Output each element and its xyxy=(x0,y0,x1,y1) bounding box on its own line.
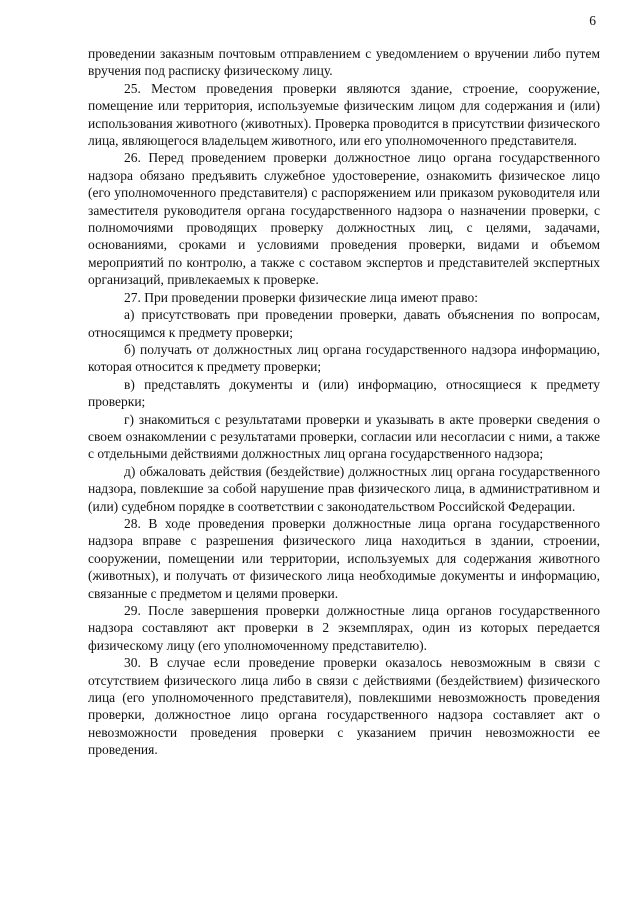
document-body xyxy=(88,45,600,759)
paragraph-27-g: г) знакомиться с результатами проверки и указывать в акте проверки сведения о своем ознакомлении с результатами проверки, согласии или несогласии с ними, а также с отдельными действиями должностных лиц органа государственного надзора; xyxy=(88,411,600,462)
paragraph-28: 28. В ходе проведения проверки должностные лица органа государственного надзора вправе с разрешения физического лица находиться в здании, строении, сооружении, помещении или территории, используемых для содержания животного (животных), и получать от физического лица необходимые документы и информацию, связанные с предметом и целями проверки. xyxy=(88,515,600,601)
page-number: 6 xyxy=(589,13,596,28)
paragraph-27-b: б) получать от должностных лиц органа государственного надзора информацию, которая относится к предмету проверки; xyxy=(88,341,600,375)
paragraph-27-d: д) обжаловать действия (бездействие) должностных лиц органа государственного надзора, повлекшие за собой нарушение прав физического лица, в административном и (или) судебном порядке в соответствии с законодательством Российской Федерации. xyxy=(88,463,600,514)
paragraph-27: 27. При проведении проверки физические лица имеют право: xyxy=(124,289,479,305)
paragraph-continuation: проведении заказным почтовым отправлением с уведомлением о вручении либо путем вручения под расписку физическому лицу. xyxy=(88,46,600,79)
paragraph-27-v: в) представлять документы и (или) информацию, относящиеся к предмету проверки; xyxy=(88,376,600,410)
paragraph-27-a: а) присутствовать при проведении проверки, давать объяснения по вопросам, относящимся к предмету проверки; xyxy=(88,307,600,340)
paragraph-25: 25. Местом проведения проверки являются здание, строение, сооружение, помещение или территория, используемые физическим лицом для содержания и (или) использования животного (животных). Проверка проводится в присутствии физического лица, являющегося владельцем животного, или его уполномоченного представителя. xyxy=(88,80,600,149)
paragraph-26: 26. Перед проведением проверки должностное лицо органа государственного надзора обязано предъявить служебное удостоверение, ознакомить физическое лицо (его уполномоченного представителя) с распоряжением или приказом руководителя или заместителя руководителя органа государственного надзора о назначении проверки, с полномочиями проводящих проверку должностных лиц, с целями, задачами, основаниями, сроками и условиями проведения проверки, видами и объемом мероприятий по контролю, а также с составом экспертов и представителей экспертных организаций, привлекаемых к проверке. xyxy=(88,150,600,288)
paragraph-29: 29. После завершения проверки должностные лица органов государственного надзора составляют акт проверки в 2 экземплярах, один из которых передается физическому лицу (его уполномоченному представителю). xyxy=(88,603,600,653)
paragraph-30: 30. В случае если проведение проверки оказалось невозможным в связи с отсутствием физического лица либо в связи с действиями (бездействием) физического лица (его уполномоченного представителя), повлекшими невозможность проведения проверки, должностное лицо органа государственного надзора составляет акт о невозможности проведения проверки с указанием причин невозможности ее проведения. xyxy=(88,655,600,758)
